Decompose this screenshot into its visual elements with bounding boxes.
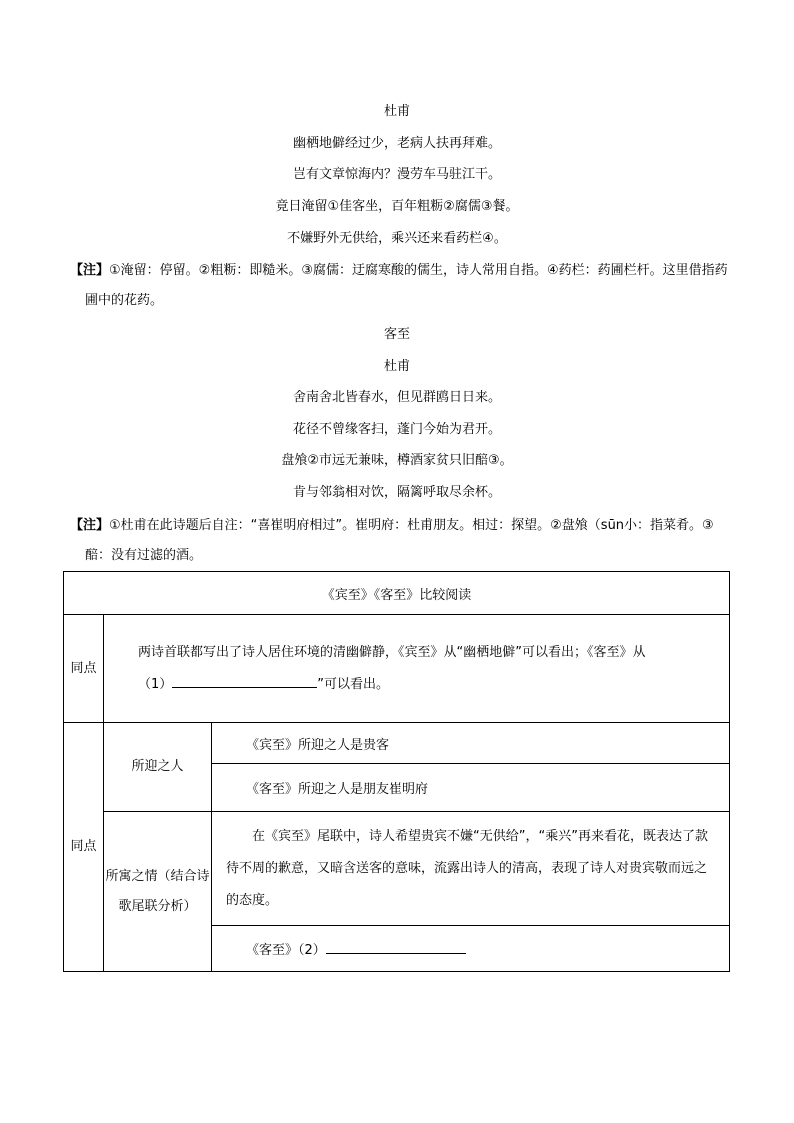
poem1-note-tag: 【注】 (70, 263, 110, 278)
poem1-note (70, 256, 735, 316)
feeling-label: 所寓之情（结合诗歌尾联分析） (104, 812, 212, 972)
poem2-title: 客至 (383, 327, 410, 342)
poem1-line-2: 岂有文章惊海内？漫劳车马驻江干。 (292, 167, 501, 182)
feeling-row-1: 在《宾至》尾联中，诗人希望贵宾不嫌“无供给”，“乘兴”再来看花，既表达了款待不周的歉意，又暗含送客的意味，流露出诗人的清高，表现了诗人对贵宾敬而远之的态度。 (212, 812, 730, 926)
same-points-text: 两诗首联都写出了诗人居住环境的清幽僻静，《宾至》从“幽栖地僻”可以看出；《客至》从 （1） ”可以看出。 (104, 615, 730, 723)
answer-blank-1[interactable] (172, 673, 317, 688)
guest-label: 所迎之人 (104, 723, 212, 812)
poem1-author: 杜甫 (383, 104, 410, 119)
diff-points-label: 同点 (64, 723, 104, 972)
table-title: 《宾至》《客至》比较阅读 (64, 572, 730, 615)
poem1-note-text: ①淹留：停留。②粗粝：即糙米。③腐儒：迂腐寒酸的儒生，诗人常用自指。④药栏：药圃栏杆。这里借指药圃中的花药。 (85, 263, 728, 308)
poem2-note-tag: 【注】 (70, 518, 110, 533)
guest-row-2: 《客至》所迎之人是朋友崔明府 (212, 764, 730, 812)
answer-blank-2[interactable] (326, 939, 466, 954)
same-points-label: 同点 (64, 615, 104, 723)
feeling-row-2: 《客至》（2） (212, 926, 730, 972)
guest-row-1: 《宾至》所迎之人是贵客 (212, 723, 730, 764)
poem2-note-text: ①杜甫在此诗题后自注：“喜崔明府相过”。崔明府：杜甫朋友。相过：探望。②盘飧（sūn小：指菜肴。③醅：没有过滤的酒。 (85, 518, 714, 563)
poem2-line-3: 盘飧②市远无兼味，樽酒家贫只旧醅③。 (281, 453, 513, 468)
poem2-author: 杜甫 (383, 359, 410, 374)
poem2-note (70, 511, 735, 571)
poem1-line-4: 不嫌野外无供给，乘兴还来看药栏④。 (287, 231, 507, 246)
poem1-line-3: 竟日淹留①佳客坐，百年粗粝②腐儒③餐。 (275, 199, 519, 214)
poem2-line-1: 舍南舍北皆春水，但见群鸥日日来。 (292, 390, 501, 405)
poem2-line-2: 花径不曾缘客扫，蓬门今始为君开。 (292, 422, 501, 437)
poem2-line-4: 肯与邻翁相对饮，隔篱呼取尽余杯。 (292, 485, 501, 500)
comparison-table (63, 571, 730, 972)
poem1-line-1: 幽栖地僻经过少，老病人扶再拜难。 (292, 136, 501, 151)
